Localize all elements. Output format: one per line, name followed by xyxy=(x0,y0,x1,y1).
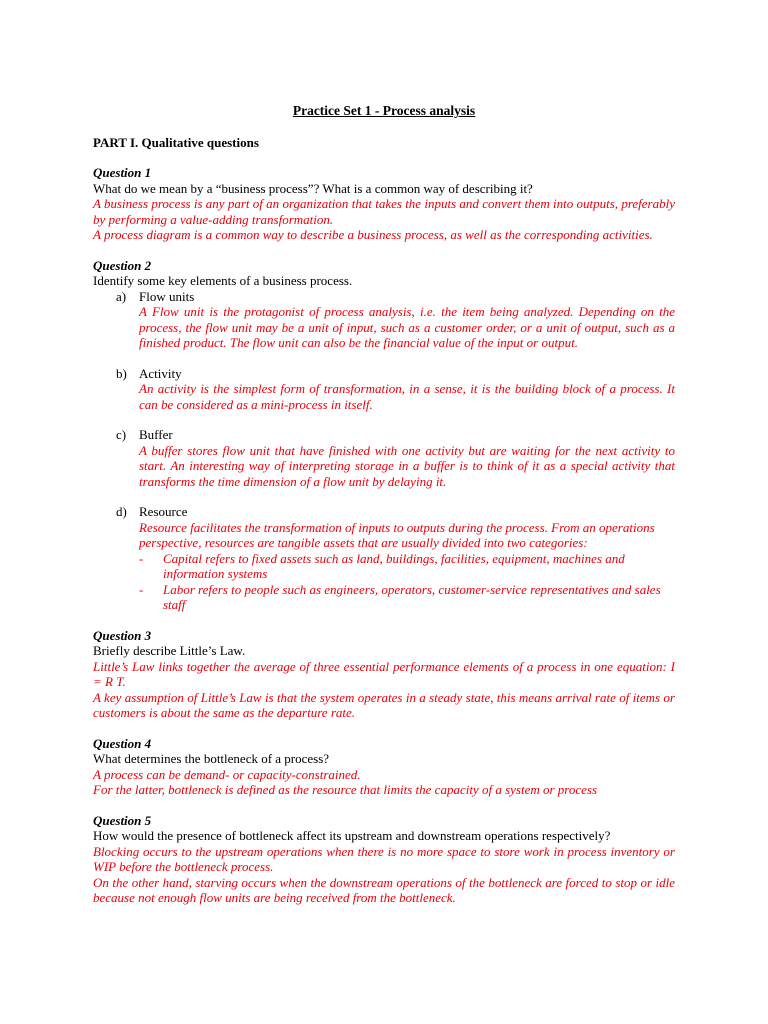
answer-text: An activity is the simplest form of transformation, in a sense, it is the building block of a process. It can be considered as a mini-process in itself. xyxy=(139,381,675,412)
resource-category-list xyxy=(139,551,675,613)
dash-bullet: - xyxy=(139,581,144,597)
question-text: What do we mean by a “business process”? What is a common way of describing it? xyxy=(93,180,533,196)
question-2 xyxy=(93,258,675,613)
element-list xyxy=(93,289,675,613)
item-marker: b) xyxy=(116,365,127,381)
list-item xyxy=(93,504,675,613)
question-heading: Question 4 xyxy=(93,735,152,751)
sub-item-text: Capital refers to fixed assets such as land, buildings, facilities, equipment, machines and information systems xyxy=(163,550,625,581)
question-heading: Question 2 xyxy=(93,257,152,273)
question-text: Briefly describe Little’s Law. xyxy=(93,643,246,658)
document-title: Practice Set 1 - Process analysis xyxy=(292,103,476,118)
answer-text: A buffer stores flow unit that have finished with one activity but are waiting for the next activity to start. An interesting way of interpreting storage in a buffer is to think of it as a special activity that transforms the time dimension of a flow unit by delaying it. xyxy=(139,442,675,489)
question-3 xyxy=(93,628,675,721)
answer-text: A process diagram is a common way to describe a business process, as well as the corresponding activities. xyxy=(93,227,653,242)
list-item xyxy=(93,289,675,351)
question-1 xyxy=(93,165,675,243)
answer-text: A business process is any part of an organization that takes the inputs and convert them into outputs, preferably by performing a value-adding transformation. xyxy=(93,196,675,227)
item-label: Buffer xyxy=(139,427,173,442)
item-label: Resource xyxy=(139,504,188,519)
item-label: Flow units xyxy=(139,288,195,304)
question-heading: Question 5 xyxy=(93,812,152,828)
list-item xyxy=(93,366,675,413)
question-text: What determines the bottleneck of a process? xyxy=(93,751,330,766)
answer-text: For the latter, bottleneck is defined as the resource that limits the capacity of a system or process xyxy=(93,782,598,797)
question-4 xyxy=(93,736,675,798)
item-marker: a) xyxy=(116,288,127,304)
item-marker: d) xyxy=(116,504,127,519)
answer-text: Resource facilitates the transformation of inputs to outputs during the process. From an operations perspective, resources are tangible assets that are usually divided into two categories: xyxy=(139,519,655,550)
answer-text: A key assumption of Little’s Law is that the system operates in a steady state, this means arrival rate of items or customers is about the same as the departure rate. xyxy=(93,689,675,720)
list-item xyxy=(93,427,675,489)
dash-bullet: - xyxy=(139,550,144,566)
sub-item-text: Labor refers to people such as engineers, operators, customer-service representatives and sales staff xyxy=(163,581,661,612)
part-heading: PART I. Qualitative questions xyxy=(93,134,259,150)
question-text: Identify some key elements of a business process. xyxy=(93,273,353,288)
sub-list-item xyxy=(139,582,675,613)
item-marker: c) xyxy=(116,427,127,442)
answer-text: A Flow unit is the protagonist of process analysis, i.e. the item being analyzed. Depending on the process, the flow unit may be a unit of input, such as a customer order, or a unit of output, such as a finished product. The flow unit can also be the financial value of the input or output. xyxy=(139,304,675,350)
item-label: Activity xyxy=(139,365,182,381)
answer-text: Little’s Law links together the average of three essential performance elements of a process in one equation: I = R T. xyxy=(93,658,675,689)
answer-text: Blocking occurs to the upstream operations when there is no more space to store work in process inventory or WIP before the bottleneck process. xyxy=(93,843,675,874)
document-page xyxy=(93,103,675,921)
question-5 xyxy=(93,813,675,906)
answer-text: A process can be demand- or capacity-constrained. xyxy=(93,766,361,782)
question-heading: Question 3 xyxy=(93,627,152,643)
question-text: How would the presence of bottleneck affect its upstream and downstream operations respectively? xyxy=(93,828,611,843)
sub-list-item xyxy=(139,551,675,582)
answer-text: On the other hand, starving occurs when the downstream operations of the bottleneck are forced to stop or idle because not enough flow units are being received from the bottleneck. xyxy=(93,874,675,905)
question-heading: Question 1 xyxy=(93,165,152,180)
